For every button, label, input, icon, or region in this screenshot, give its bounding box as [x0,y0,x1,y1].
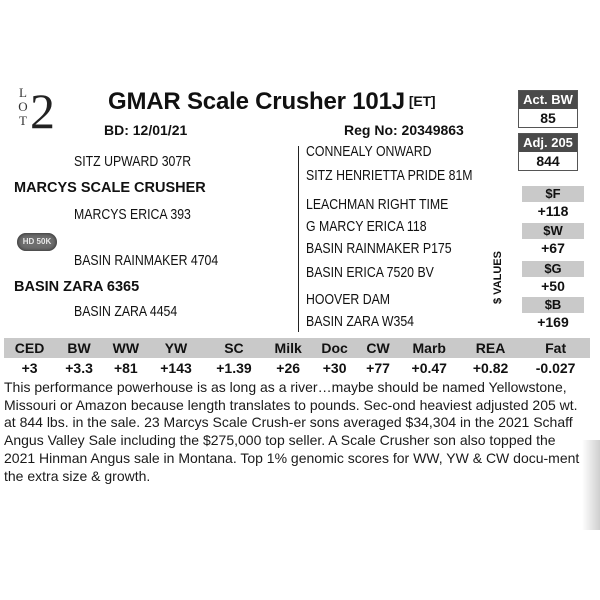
epd-header: Milk [265,338,312,358]
epd-value-row [4,358,590,377]
dollar-value-number: +118 [537,203,569,219]
epd-header: YW [149,338,204,358]
actual-bw-value: 85 [519,109,577,127]
dollar-value-number: +67 [541,240,565,256]
pedigree-great-grandparent: LEACHMAN RIGHT TIME [306,196,449,213]
epd-header: Fat [521,338,590,358]
epd-header: WW [103,338,149,358]
lot-label [16,86,30,128]
dollar-value-f [522,186,584,220]
epd-table [4,338,590,377]
lot-letter: L [19,85,27,100]
pedigree-great-grandparent: SITZ HENRIETTA PRIDE 81M [306,167,473,184]
epd-value: +1.39 [216,359,252,376]
pedigree-great-grandparent: BASIN ZARA W354 [306,313,415,330]
animal-name-heading [108,88,435,116]
lot-description: This performance powerhouse is as long as a river…maybe should be named Yellowstone, Missouri or Amazon because length translates to pounds. Sec-ond heaviest adjusted 205 wt. at 844 lbs. in the sale. 23 Marcys Scale Crush-er sons averaged $34,304 in the 2021 Schaff Angus Valley Sale including the $275,000 top seller. A Scale Crusher son also topped the 2021 Hinman Angus sale in Montana. Top 1% genomic scores for WW, YW & CW docu-ment the extra size & growth. [4,379,580,484]
dollar-value-label: $G [522,261,584,277]
epd-header: SC [203,338,264,358]
epd-value: +81 [113,359,138,376]
hd50k-badge: HD 50K [17,233,57,251]
dollar-value-number: +169 [537,314,569,330]
lot-letter: O [18,99,28,114]
dollar-value-number: +50 [541,278,565,294]
pedigree-dam-sire: BASIN RAINMAKER 4704 [74,252,219,269]
pedigree-sire: MARCYS SCALE CRUSHER [14,180,206,196]
actual-birth-weight-box [518,90,578,128]
dollar-value-w [522,223,584,257]
epd-header: CED [4,338,55,358]
pedigree-dam-dam: BASIN ZARA 4454 [74,303,178,320]
adj-205-value: 844 [519,152,577,170]
epd-value: +26 [276,359,301,376]
pedigree-great-grandparent: BASIN RAINMAKER P175 [306,240,452,257]
epd-header: BW [55,338,103,358]
adjusted-205-box [518,133,578,171]
dollar-value-label: $B [522,297,584,313]
pedigree-great-grandparent: G MARCY ERICA 118 [306,218,427,235]
birth-date: BD: 12/01/21 [104,122,188,138]
epd-header: REA [460,338,521,358]
page-edge-shadow [582,440,600,530]
pedigree-divider [298,146,299,332]
animal-name: GMAR Scale Crusher 101J [108,88,405,115]
epd-header: CW [358,338,399,358]
epd-value: +3.3 [65,359,93,376]
lot-letter: T [19,113,27,128]
epd-header-row [4,338,590,358]
epd-header: Doc [312,338,358,358]
adj-205-label: Adj. 205 [519,134,577,152]
dollar-value-b [522,297,584,331]
pedigree-sire-sire: SITZ UPWARD 307R [74,153,192,170]
pedigree-great-grandparent: CONNEALY ONWARD [306,143,432,160]
pedigree-sire-dam: MARCYS ERICA 393 [74,206,191,223]
dollar-values-label: $ VALUES [492,251,504,304]
epd-value: +77 [366,359,390,376]
lot-number: 2 [30,83,55,139]
pedigree-dam: BASIN ZARA 6365 [14,279,140,295]
dollar-value-g [522,261,584,295]
epd-value: +30 [322,359,347,376]
pedigree-great-grandparent: BASIN ERICA 7520 BV [306,264,434,281]
epd-value: +0.82 [472,359,509,376]
pedigree-great-grandparent: HOOVER DAM [306,291,391,308]
epd-value: +3 [21,359,38,376]
registration-number: Reg No: 20349863 [344,122,464,138]
epd-value: +0.47 [411,359,447,376]
actual-bw-label: Act. BW [519,91,577,109]
dollar-value-label: $F [522,186,584,202]
epd-value: -0.027 [535,359,576,376]
dollar-value-label: $W [522,223,584,239]
epd-value: +143 [160,359,192,376]
et-tag: [ET] [408,93,436,109]
epd-header: Marb [399,338,460,358]
